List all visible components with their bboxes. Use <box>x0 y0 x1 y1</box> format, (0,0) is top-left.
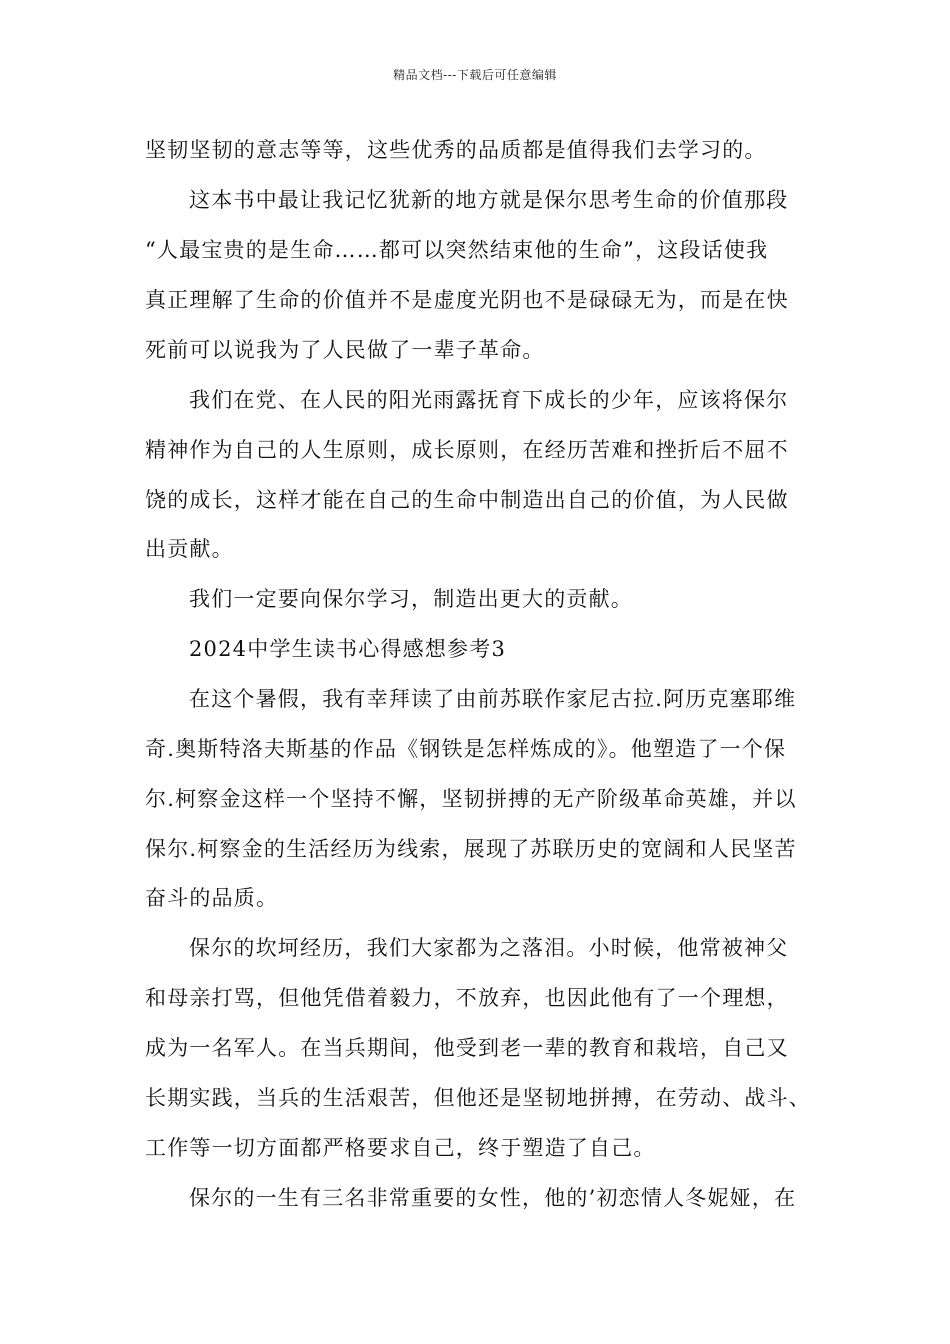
text-line-7: 精神作为自己的人生原则，成长原则，在经历苦难和挫折后不屈不 <box>145 438 789 462</box>
text-line-15: 保尔.柯察金的生活经历为线索，展现了苏联历史的宽阔和人民坚苦 <box>145 837 797 861</box>
text-line-6: 我们在党、在人民的阳光雨露抚育下成长的少年，应该将保尔 <box>189 388 789 412</box>
text-line-21: 工作等一切方面都严格要求自己，终于塑造了自己。 <box>145 1136 656 1160</box>
text-line-5: 死前可以说我为了人民做了一辈子革命。 <box>145 338 545 362</box>
text-line-16: 奋斗的品质。 <box>145 886 279 910</box>
text-line-4: 真正理解了生命的价值并不是虚度光阴也不是碌碌无为，而是在快 <box>145 288 789 312</box>
text-line-8: 饶的成长，这样才能在自己的生命中制造出自己的价值，为人民做 <box>145 488 789 512</box>
text-line-3: “人最宝贵的是生命……都可以突然结束他的生命”，这段话使我 <box>145 238 769 262</box>
section-heading: 2024中学生读书心得感想参考3 <box>189 637 507 661</box>
text-line-14: 尔.柯察金这样一个坚持不懈，坚韧拼搏的无产阶级革命英雄，并以 <box>145 787 797 811</box>
text-line-13: 奇.奥斯特洛夫斯基的作品《钢铁是怎样炼成的》。他塑造了一个保 <box>145 737 787 761</box>
text-line-10: 我们一定要向保尔学习，制造出更大的贡献。 <box>189 587 633 611</box>
text-line-1: 坚韧坚韧的意志等等，这些优秀的品质都是值得我们去学习的。 <box>145 138 767 162</box>
text-line-18: 和母亲打骂，但他凭借着毅力，不放弃，也因此他有了一个理想， <box>145 986 789 1010</box>
page-header: 精品文档---下载后可任意编辑 <box>393 68 557 82</box>
text-line-12: 在这个暑假，我有幸拜读了由前苏联作家尼古拉.阿历克塞耶维 <box>189 687 797 711</box>
text-line-20: 长期实践，当兵的生活艰苦，但他还是坚韧地拼搏，在劳动、战斗、 <box>145 1086 811 1110</box>
text-line-17: 保尔的坎坷经历，我们大家都为之落泪。小时候，他常被神父 <box>189 936 789 960</box>
text-line-9: 出贡献。 <box>145 537 234 561</box>
text-line-2: 这本书中最让我记忆犹新的地方就是保尔思考生命的价值那段 <box>189 188 789 212</box>
text-line-19: 成为一名军人。在当兵期间，他受到老一辈的教育和栽培，自己又 <box>145 1036 789 1060</box>
text-line-22: 保尔的一生有三名非常重要的女性，他的’初恋情人冬妮娅，在 <box>189 1186 797 1210</box>
